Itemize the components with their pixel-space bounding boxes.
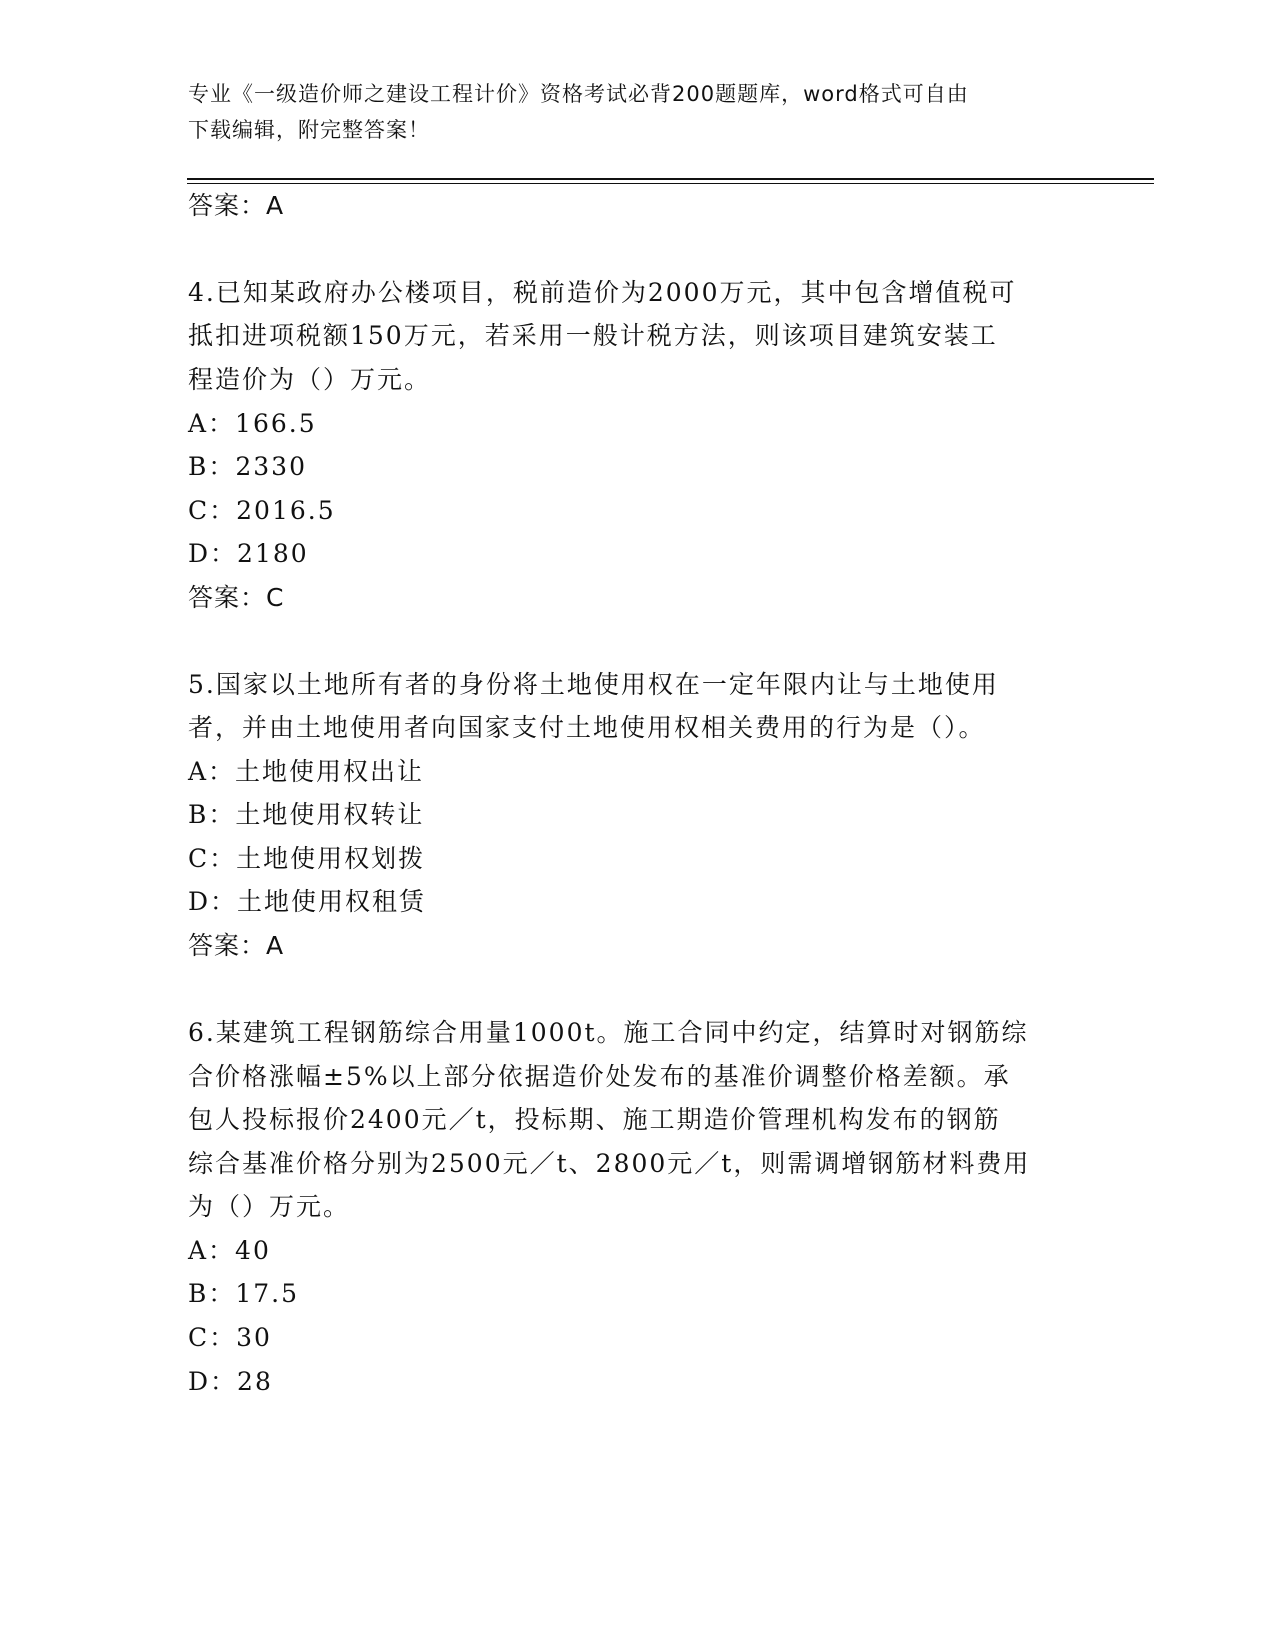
header-line-1: 专业《一级造价师之建设工程计价》资格考试必背200题题库，word格式可自由 — [188, 82, 969, 106]
q5-option-d: D：土地使用权租赁 — [188, 887, 427, 916]
q4-option-a: A：166.5 — [188, 409, 317, 438]
q6-text-line-3: 包人投标报价2400元／t，投标期、施工期造价管理机构发布的钢筋 — [188, 1105, 1001, 1134]
q4-answer: 答案：C — [188, 583, 285, 612]
q6-text-line-2: 合价格涨幅±5%以上部分依据造价处发布的基准价调整价格差额。承 — [188, 1062, 1011, 1091]
q6-option-c: C：30 — [188, 1323, 272, 1352]
q5-option-a: A：土地使用权出让 — [188, 757, 425, 786]
header-line-2: 下载编辑，附完整答案！ — [188, 118, 430, 142]
q5-text-line-1: 5.国家以土地所有者的身份将土地使用权在一定年限内让与土地使用 — [188, 670, 999, 699]
q6-text-line-5: 为（）万元。 — [188, 1192, 351, 1221]
q5-option-b: B：土地使用权转让 — [188, 800, 425, 829]
q5-answer: 答案：A — [188, 931, 285, 960]
q6-option-d: D：28 — [188, 1367, 273, 1396]
header-rule-thin — [187, 183, 1154, 184]
q5-text-line-2: 者，并由土地使用者向国家支付土地使用权相关费用的行为是（）。 — [188, 713, 986, 742]
q4-option-d: D：2180 — [188, 539, 309, 568]
q4-text-line-1: 4.已知某政府办公楼项目，税前造价为2000万元，其中包含增值税可 — [188, 278, 1017, 307]
q6-option-a: A：40 — [188, 1236, 271, 1265]
q6-text-line-4: 综合基准价格分别为2500元／t、2800元／t，则需调增钢筋材料费用 — [188, 1149, 1031, 1178]
q6-text-line-1: 6.某建筑工程钢筋综合用量1000t。施工合同中约定，结算时对钢筋综 — [188, 1018, 1029, 1047]
q6-option-b: B：17.5 — [188, 1279, 300, 1308]
q4-option-c: C：2016.5 — [188, 496, 336, 525]
q4-text-line-2: 抵扣进项税额150万元，若采用一般计税方法，则该项目建筑安装工 — [188, 321, 998, 350]
q5-option-c: C：土地使用权划拨 — [188, 844, 426, 873]
q4-text-line-3: 程造价为（）万元。 — [188, 365, 432, 394]
q4-option-b: B：2330 — [188, 452, 307, 481]
header-rule-thick — [187, 178, 1154, 180]
previous-answer: 答案：A — [188, 191, 285, 220]
document-header — [188, 76, 1088, 148]
